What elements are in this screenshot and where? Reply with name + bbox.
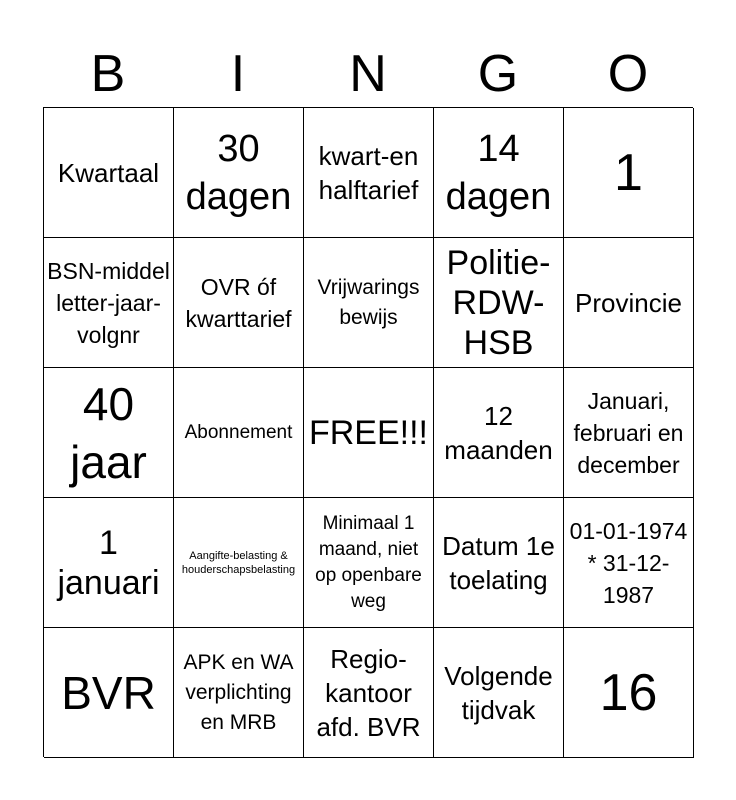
bingo-cell[interactable]: OVR óf kwarttarief: [174, 238, 304, 368]
header-letter-i: I: [230, 45, 246, 103]
bingo-cell[interactable]: Datum 1e toelating: [434, 498, 564, 628]
bingo-header: [43, 40, 693, 108]
bingo-cell[interactable]: kwart-en halftarief: [304, 108, 434, 238]
bingo-cell[interactable]: Vrijwarings bewijs: [304, 238, 434, 368]
bingo-cell[interactable]: 1 januari: [44, 498, 174, 628]
header-letter-g: G: [477, 45, 519, 103]
header-letter-o: O: [607, 45, 649, 103]
bingo-cell[interactable]: APK en WA verplichting en MRB: [174, 628, 304, 758]
bingo-cell[interactable]: 30 dagen: [174, 108, 304, 238]
bingo-cell[interactable]: 12 maanden: [434, 368, 564, 498]
header-letter-b: B: [90, 45, 126, 103]
bingo-cell[interactable]: Minimaal 1 maand, niet op openbare weg: [304, 498, 434, 628]
free-cell[interactable]: FREE!!!: [304, 368, 434, 498]
bingo-cell[interactable]: 40 jaar: [44, 368, 174, 498]
bingo-cell[interactable]: Kwartaal: [44, 108, 174, 238]
bingo-cell[interactable]: Aangifte-belasting & houderschapsbelasting: [174, 498, 304, 628]
bingo-cell[interactable]: 1: [564, 108, 694, 238]
bingo-cell[interactable]: Abonnement: [174, 368, 304, 498]
bingo-cell[interactable]: BSN-middel letter-jaar-volgnr: [44, 238, 174, 368]
bingo-cell[interactable]: Volgende tijdvak: [434, 628, 564, 758]
bingo-cell[interactable]: 14 dagen: [434, 108, 564, 238]
header-letter-n: N: [349, 45, 387, 103]
bingo-cell[interactable]: Regio-kantoor afd. BVR: [304, 628, 434, 758]
bingo-cell[interactable]: Provincie: [564, 238, 694, 368]
bingo-cell[interactable]: BVR: [44, 628, 174, 758]
bingo-card: [43, 107, 693, 757]
bingo-cell[interactable]: 16: [564, 628, 694, 758]
bingo-cell[interactable]: Politie-RDW-HSB: [434, 238, 564, 368]
bingo-cell[interactable]: Januari, februari en december: [564, 368, 694, 498]
bingo-cell[interactable]: 01-01-1974 * 31-12-1987: [564, 498, 694, 628]
